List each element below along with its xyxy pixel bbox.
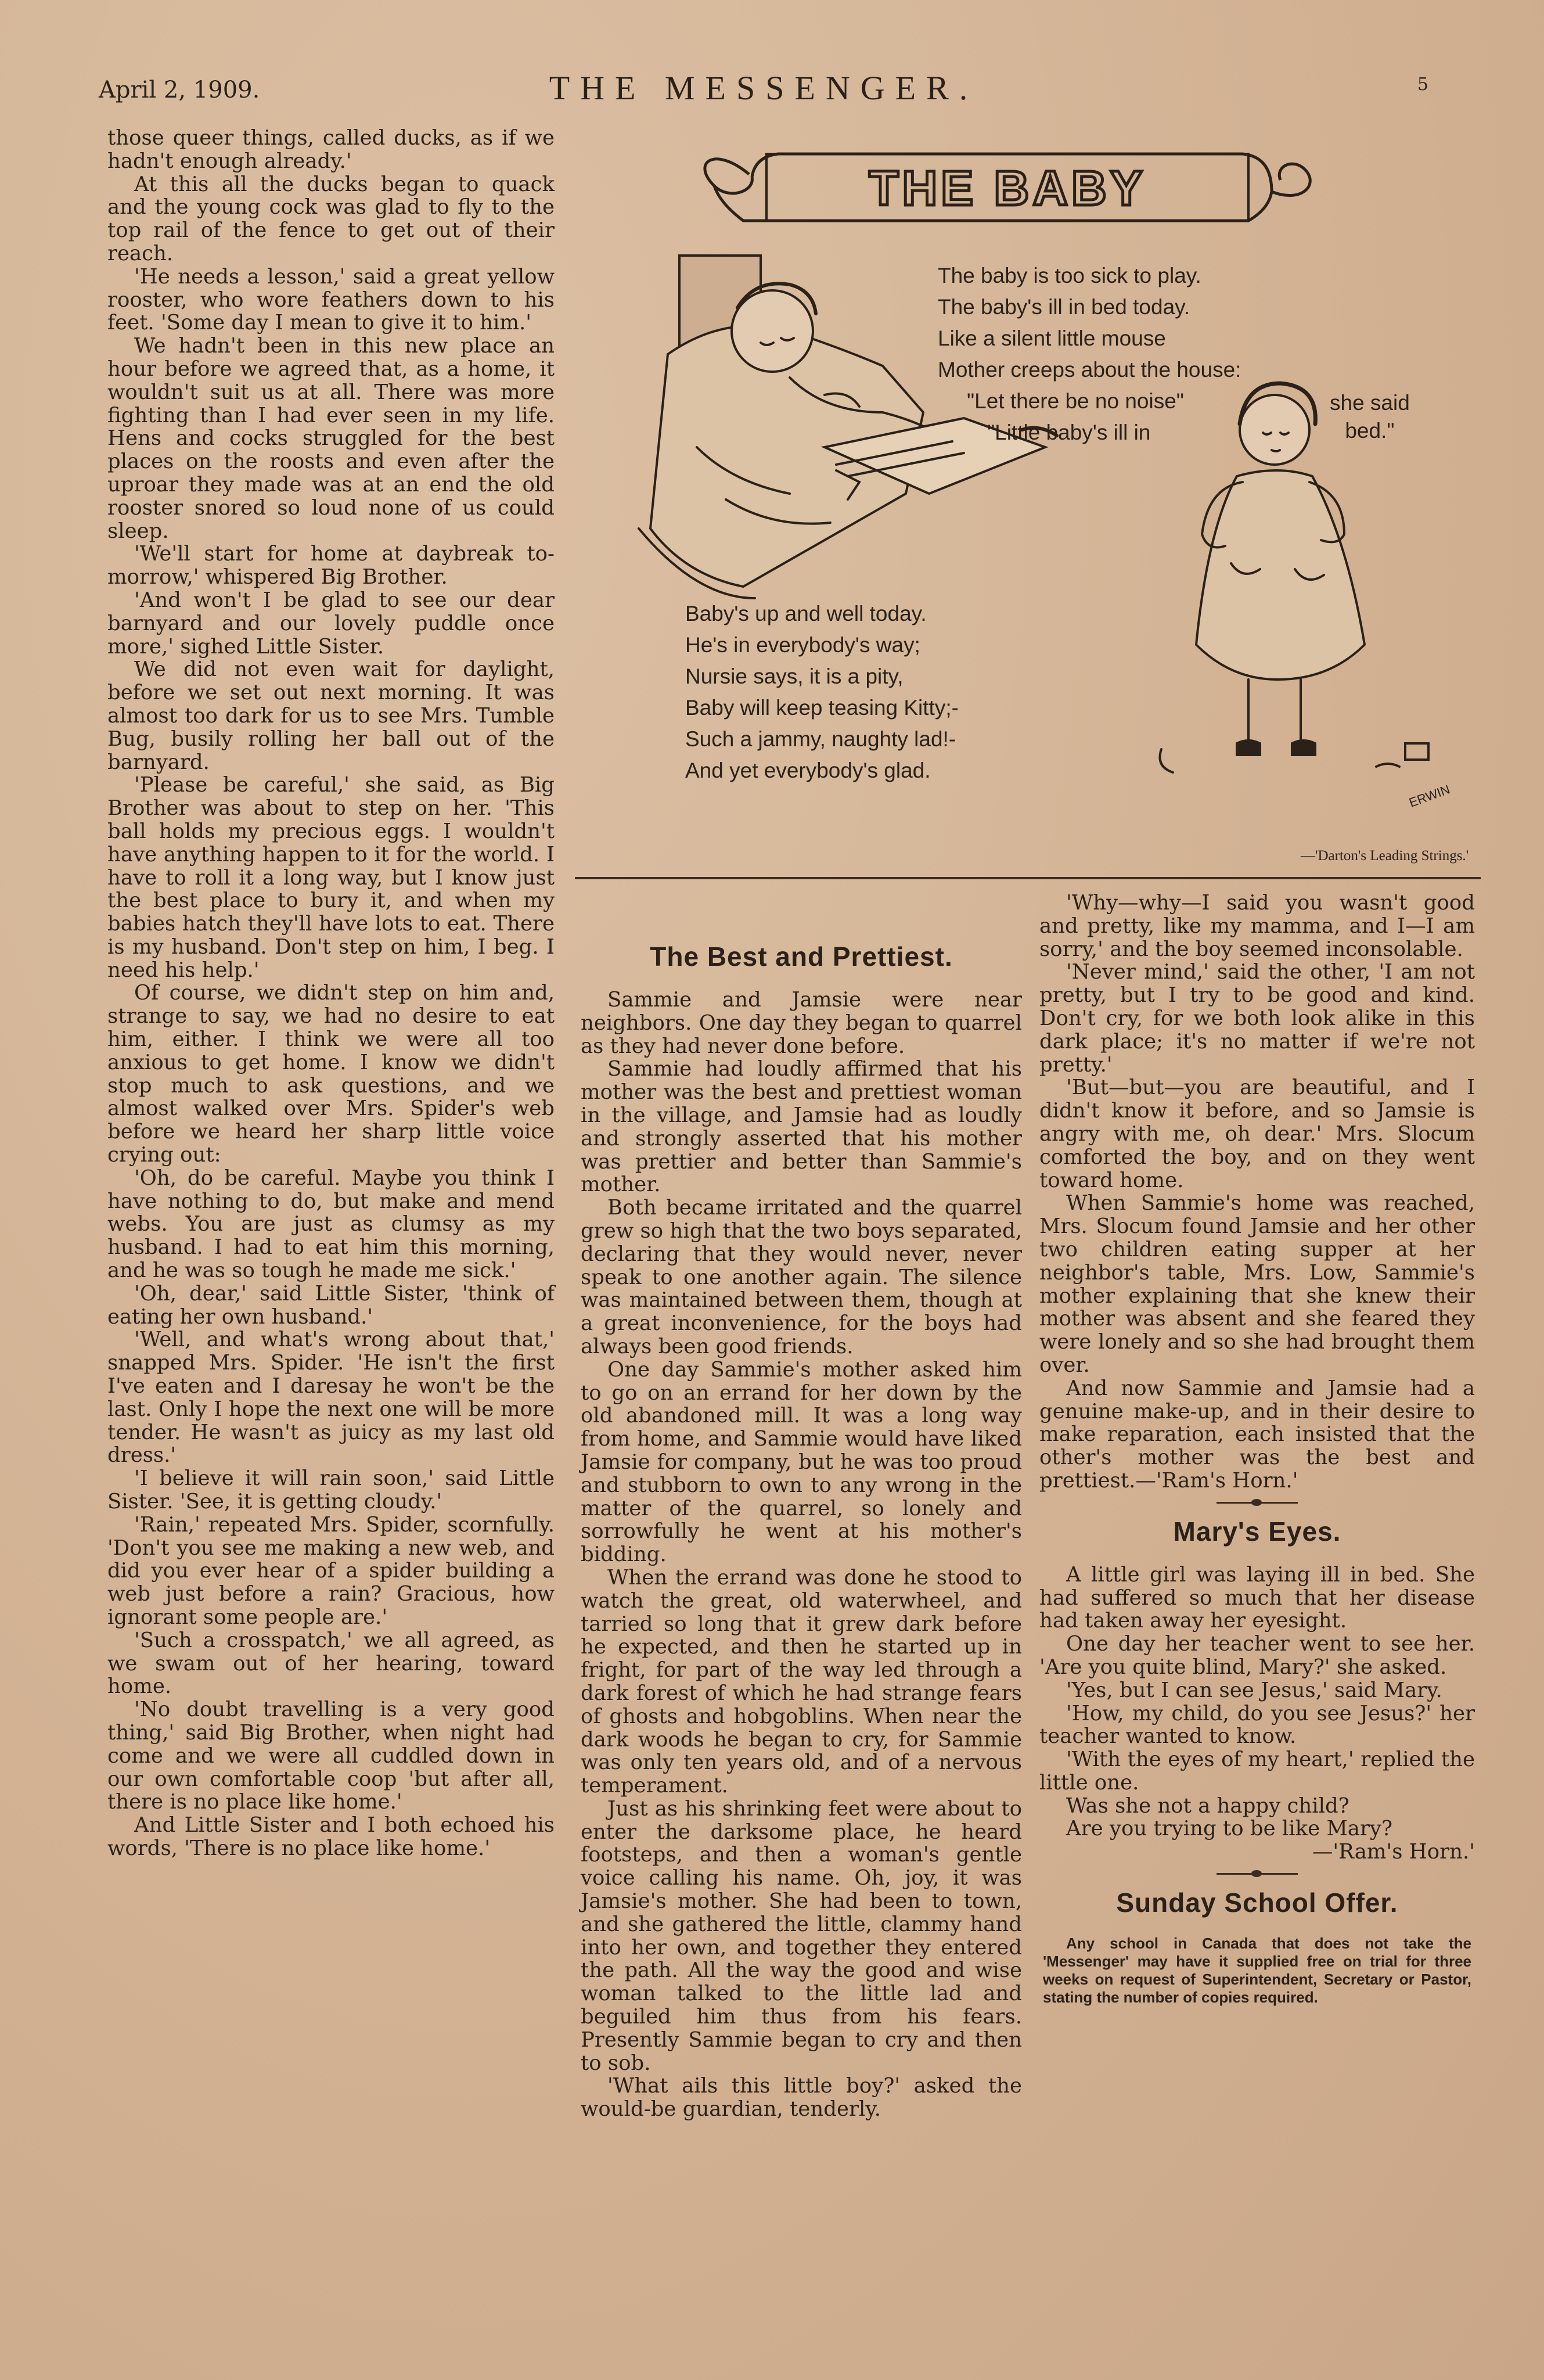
- column-1-story: [107, 127, 555, 1860]
- verse-line: Baby's up and well today.: [685, 602, 927, 625]
- offer-text: Any school in Canada that does not take the 'Messenger' may have it supplied free on trial for three weeks on request of Superintendent, Secretary or Pastor, stating the number of copies required.: [1043, 1935, 1471, 2007]
- baby-illustration: [581, 122, 1481, 877]
- paragraph: Sammie had loudly affirmed that his mother was the best and prettiest woman in the village, and Jamsie had as loudly and strongly asserted that his mother was prettier and better than Sammie's mother.: [581, 1057, 1022, 1197]
- paragraph: 'And won't I be glad to see our dear barnyard and our lovely puddle once more,' sighed Little Sister.: [107, 588, 555, 659]
- verse-line: Baby will keep teasing Kitty;-: [685, 696, 959, 720]
- paragraph: Of course, we didn't step on him and, strange to say, we had no desire to eat him, either. I think we were all too anxious to get home. I know we didn't stop much to ask questions, and we almost walked over Mrs. Spider's web before we heard her sharp little voice crying out:: [107, 981, 555, 1167]
- paragraph: When Sammie's home was reached, Mrs. Slocum found Jamsie and her other two children eating supper at her neighbor's table, Mrs. Low, Sammie's mother explaining that she knew their mother was absent and she feared they were lonely and so she had brought them over.: [1039, 1191, 1475, 1377]
- verse-line: Such a jammy, naughty lad!-: [685, 727, 956, 751]
- paragraph: One day Sammie's mother asked him to go on an errand for her down by the old abandoned mill. It was a long way from home, and Sammie would have liked Jamsie for company, but he was too proud and stubborn to own to any wrong in the matter of the quarrel, so lonely and sorrowfully he went at his mother's bidding.: [581, 1357, 1022, 1567]
- column-3-story: [1039, 891, 1475, 2007]
- paragraph: 'Rain,' repeated Mrs. Spider, scornfully. 'Don't you see me making a new web, and did you ever hear of a spider building a web just before a rain? Gracious, how ignorant some people are.': [107, 1512, 555, 1629]
- paragraph: 'Oh, dear,' said Little Sister, 'think of eating her own husband.': [107, 1281, 555, 1329]
- issue-date: April 2, 1909.: [99, 77, 260, 103]
- verse-line: The baby is too sick to play.: [938, 264, 1201, 287]
- article-title: Mary's Eyes.: [1173, 1516, 1341, 1547]
- ornament-divider: [1217, 1498, 1298, 1507]
- paragraph: 'He needs a lesson,' said a great yellow rooster, who wore feathers down to his feet. 'Some day I mean to give it to him.': [107, 264, 555, 335]
- paragraph: 'How, my child, do you see Jesus?' her teacher wanted to know.: [1039, 1701, 1475, 1749]
- verse-line: Nursie says, it is a pity,: [685, 664, 904, 688]
- paragraph: We did not even wait for daylight, before we set out next morning. It was almost too dark for us to see Mrs. Tumble Bug, busily rolling her ball out of the barnyard.: [107, 657, 555, 774]
- paragraph: 'We'll start for home at daybreak to-morrow,' whispered Big Brother.: [107, 542, 555, 589]
- paragraph: 'Oh, do be careful. Maybe you think I have nothing to do, but make and mend webs. You are just as clumsy as my husband. I had to eat him this morning, and he was so tough he made me sick.': [107, 1166, 555, 1283]
- column-2-story: [581, 941, 1022, 2121]
- banner-title: THE BABY: [869, 161, 1146, 215]
- poem-verse-2: [685, 598, 959, 786]
- paragraph: One day her teacher went to see her. 'Are you quite blind, Mary?' she asked.: [1039, 1632, 1475, 1679]
- paragraph: Are you trying to be like Mary?: [1066, 1817, 1393, 1841]
- paragraph: 'Never mind,' said the other, 'I am not pretty, but I try to be good and kind. Don't cry, for we both look alike in this dark place; it's no matter if we're not pretty.': [1039, 960, 1475, 1077]
- paragraph: 'But—but—you are beautiful, and I didn't know it before, and so Jamsie is angry with me, oh dear.' Mrs. Slocum comforted the boy, and on they went toward home.: [1039, 1076, 1475, 1192]
- verse-line: He's in everybody's way;: [685, 633, 920, 657]
- paragraph: 'What ails this little boy?' asked the would-be guardian, tenderly.: [581, 2074, 1022, 2122]
- page-header: [99, 69, 1428, 127]
- section-divider: [575, 877, 1481, 879]
- masthead: THE MESSENGER.: [549, 69, 978, 107]
- paragraph: And Little Sister and I both echoed his words, 'There is no place like home.': [107, 1813, 555, 1860]
- paragraph: Just as his shrinking feet were about to enter the darksome place, he heard footsteps, and then a woman's gentle voice calling his name. Oh, joy, it was Jamsie's mother. She had been to town, and she gathered the little, clammy hand into her own, and together they entered the path. All the way the good and wise woman talked to the little lad and beguiled him thus from his fears. Presently Sammie began to cry and then to sob.: [581, 1796, 1022, 2075]
- paragraph: Both became irritated and the quarrel grew so high that the two boys separated, declaring that they would never, never speak to one another again. The silence was maintained between them, though at a great inconvenience, for the boys had always been good friends.: [581, 1196, 1022, 1358]
- paragraph: At this all the ducks began to quack and the young cock was glad to fly to the top rail of the fence to get out of their reach.: [107, 172, 555, 265]
- paragraph: Was she not a happy child?: [1066, 1793, 1349, 1818]
- verse-line: bed.": [1345, 419, 1395, 443]
- paragraph: 'Please be careful,' she said, as Big Brother was about to step on her. 'This ball holds my precious eggs. I wouldn't have anything happen to it for the world. I have to roll it a long way, but I know just the best place to bury it, and when my babies hatch they'll have lots to eat. There is my husband. Don't step on him, I beg. I need his help.': [107, 773, 555, 982]
- verse-line: The baby's ill in bed today.: [938, 295, 1190, 319]
- verse-line: "Let there be no noise": [967, 389, 1184, 413]
- paragraph: 'Yes, but I can see Jesus,' said Mary.: [1066, 1678, 1442, 1702]
- verse-line: Mother creeps about the house:: [938, 358, 1241, 382]
- artist-signature: ERWIN: [1407, 782, 1452, 810]
- paragraph: 'I believe it will rain soon,' said Little Sister. 'See, it is getting cloudy.': [107, 1466, 555, 1514]
- article-title: The Best and Prettiest.: [650, 941, 953, 972]
- verse-line: And yet everybody's glad.: [685, 758, 931, 782]
- paragraph: A little girl was laying ill in bed. She had suffered so much that her disease had taken away her eyesight.: [1039, 1562, 1475, 1633]
- she-said-text: [1330, 389, 1410, 445]
- byline: —'Ram's Horn.': [1312, 1840, 1475, 1864]
- poem-verse-1: [938, 260, 1241, 448]
- paragraph: 'Such a crosspatch,' we all agreed, as we swam out of her hearing, toward home.: [107, 1628, 555, 1699]
- paragraph: those queer things, called ducks, as if we hadn't enough already.': [107, 126, 555, 173]
- verse-line: "Little baby's ill in: [987, 420, 1151, 444]
- verse-line: Like a silent little mouse: [938, 326, 1166, 350]
- ornament-divider: [1217, 1870, 1298, 1878]
- verse-line: she said: [1330, 391, 1410, 415]
- paragraph: Sammie and Jamsie were near neighbors. One day they began to quarrel as they had never done before.: [581, 988, 1022, 1058]
- paragraph: 'Why—why—I said you wasn't good and pretty, like my mamma, and I—I am sorry,' and the boy seemed inconsolable.: [1039, 891, 1475, 961]
- article-title: Sunday School Offer.: [1116, 1888, 1398, 1918]
- paragraph: When the errand was done he stood to watch the great, old waterwheel, and tarried so long that it grew dark before he expected, and then he started up in fright, for part of the way led through a dark forest of which he had strange fears of ghosts and hobgoblins. When near the dark woods he began to cry, for Sammie was only ten years old, and of a nervous temperament.: [581, 1565, 1022, 1798]
- paragraph: We hadn't been in this new place an hour before we agreed that, as a home, it wouldn't suit us at all. There was more fighting than I had ever seen in my life. Hens and cocks struggled for the best places on the roosts and even after the uproar they made was at an end the old rooster snored so loud none of us could sleep.: [107, 334, 555, 543]
- paragraph: 'No doubt travelling is a very good thing,' said Big Brother, when night had come and we were all cuddled down in our own comfortable coop 'but after all, there is no place like home.': [107, 1698, 555, 1814]
- paragraph: 'With the eyes of my heart,' replied the little one.: [1039, 1748, 1475, 1795]
- illustration-credit: —'Darton's Leading Strings.': [1301, 848, 1469, 864]
- paragraph: 'Well, and what's wrong about that,' snapped Mrs. Spider. 'He isn't the first I've eaten and I daresay he won't be the last. Only I hope the next one will be more tender. He wasn't as juicy as my last old dress.': [107, 1328, 555, 1468]
- paragraph: And now Sammie and Jamsie had a genuine make-up, and in their desire to make reparation, each insisted that the other's mother was the best and prettiest.—'Ram's Horn.': [1039, 1376, 1475, 1493]
- page-mark: 5: [1417, 74, 1428, 95]
